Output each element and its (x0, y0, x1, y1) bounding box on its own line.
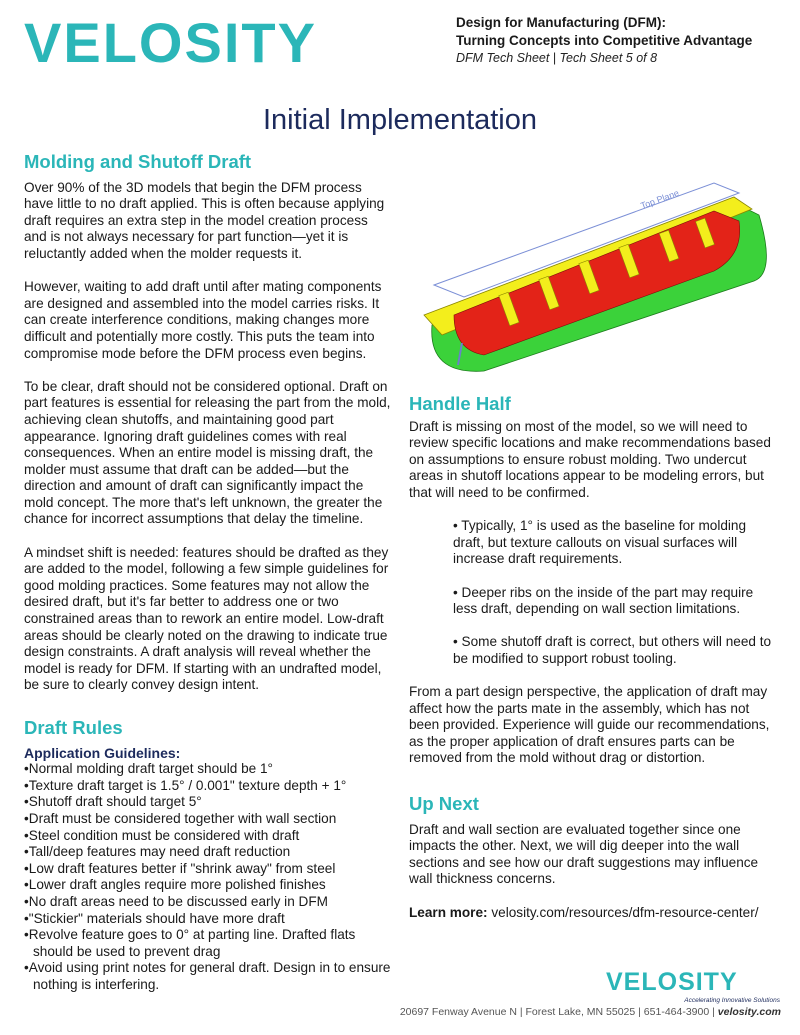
footer-site[interactable]: velosity.com (717, 1006, 781, 1018)
application-guidelines-heading: Application Guidelines: (24, 744, 181, 761)
plane-label: Top Plane (639, 187, 681, 211)
handle-half-heading: Handle Half (409, 393, 511, 414)
handle-bullet: • Typically, 1° is used as the baseline for molding draft, but texture callouts on visual surfaces will increase draft requirements. (453, 518, 747, 567)
header-line-3: DFM Tech Sheet | Tech Sheet 5 of 8 (456, 51, 658, 65)
molding-section (24, 151, 394, 711)
list-item: • Normal molding draft target should be 1° (24, 761, 394, 778)
header-line-1: Design for Manufacturing (DFM): (456, 15, 666, 30)
footer-logo-wordmark: VELOSITY (606, 968, 738, 996)
molding-paragraph: Over 90% of the 3D models that begin the DFM process have little to no draft applied. This is often because applying draft requires an extra step in the model creation process and is not always necessary for part function—yet it is reluctantly added when the molder requests it. (24, 179, 385, 261)
handle-intro: Draft is missing on most of the model, so we will need to review specific locations and make recommendations based on assumptions to ensure robust molding. Two undercut areas in shutoff locations appear to be modeling errors, but that will need to be confirmed. (409, 418, 771, 500)
up-next-section (409, 793, 779, 921)
logo-wordmark: VELOSITY (24, 11, 317, 72)
molding-paragraph: However, waiting to add draft until after mating components are designed and assembled into the model carries risks. It can create interference conditions, making changes more difficult and potentially more costly. This puts the team into compromise mode before the DFM process even begins. (24, 279, 382, 361)
handle-bullet: • Some shutoff draft is correct, but others will need to be modified to support robust tooling. (453, 634, 772, 666)
list-item: • Draft must be considered together with wall section (24, 811, 394, 828)
molding-paragraph: To be clear, draft should not be considered optional. Draft on part features is essential for releasing the part from the mold, achieving clean shutoffs, and maintaining good part appearance. Ignoring draft guidelines comes with real consequences. When an entire model is missing draft, the molder must assume that draft can be added—but the direction and amount of draft can significantly impact the mold concept. The more that's left unknown, the greater the chance for incorrect assumptions that delay the timeline. (24, 378, 391, 527)
up-next-heading: Up Next (409, 793, 479, 814)
velosity-logo (24, 10, 354, 72)
molding-heading: Molding and Shutoff Draft (24, 151, 252, 172)
draft-rules-heading: Draft Rules (24, 717, 123, 738)
page-title: Initial Implementation (262, 104, 538, 136)
learn-more-label: Learn more: (409, 904, 488, 920)
list-item: • Shutoff draft should target 5° (24, 794, 394, 811)
list-item: • Revolve feature goes to 0° at parting line. Drafted flats should be used to prevent drag (24, 927, 394, 960)
molding-paragraph: A mindset shift is needed: features should be drafted as they are added to the model, following a few simple guidelines for good molding practices. Some features may not allow the desired draft, but it's far better to address one or two constrained areas than to rework an entire model. Low-draft areas should be clearly noted on the drawing to indicate true design constraints. A draft analysis will reveal whether the model is ready for DFM. If starting with an undrafted model, be sure to clearly convey design intent. (24, 544, 389, 693)
learn-more-line (409, 905, 779, 922)
handle-outro: From a part design perspective, the application of draft may affect how the parts mate in the assembly, which has not been provided. Experience will guide our recommendations, as the proper application of draft ensures parts can be removed from the mold without drag or distortion. (409, 684, 770, 766)
footer (0, 1006, 781, 1018)
draft-rules-section (24, 717, 394, 994)
footer-logo (604, 966, 782, 1008)
handle-half-section (409, 393, 779, 784)
handle-bullets (453, 518, 773, 667)
list-item: • "Stickier" materials should have more draft (24, 911, 394, 928)
footer-address: 20697 Fenway Avenue N | Forest Lake, MN 55025 | 651-464-3900 | (399, 1006, 715, 1018)
handle-bullet: • Deeper ribs on the inside of the part may require less draft, depending on wall section limitations. (453, 584, 754, 617)
list-item: • Tall/deep features may need draft reduction (24, 844, 394, 861)
header-line-2: Turning Concepts into Competitive Advantage (456, 33, 753, 48)
list-item: • Texture draft target is 1.5° / 0.001" texture depth + 1° (24, 778, 394, 795)
list-item: • Lower draft angles require more polished finishes (24, 877, 394, 894)
learn-more-link[interactable]: velosity.com/resources/dfm-resource-center/ (491, 904, 759, 920)
up-next-text: Draft and wall section are evaluated together since one impacts the other. Next, we will dig deeper into the wall sections and see how our draft suggestions may influence wall thickness concerns. (409, 821, 759, 887)
draft-analysis-image (414, 175, 784, 375)
draft-rules-list (24, 761, 394, 993)
list-item: • Low draft features better if "shrink away" from steel (24, 861, 394, 878)
list-item: • Steel condition must be considered with draft (24, 828, 394, 845)
footer-tagline: Accelerating Innovative Solutions (684, 997, 780, 1004)
list-item: • Avoid using print notes for general draft. Design in to ensure nothing is interfering. (24, 960, 394, 993)
list-item: • No draft areas need to be discussed early in DFM (24, 894, 394, 911)
document-header (456, 14, 786, 67)
